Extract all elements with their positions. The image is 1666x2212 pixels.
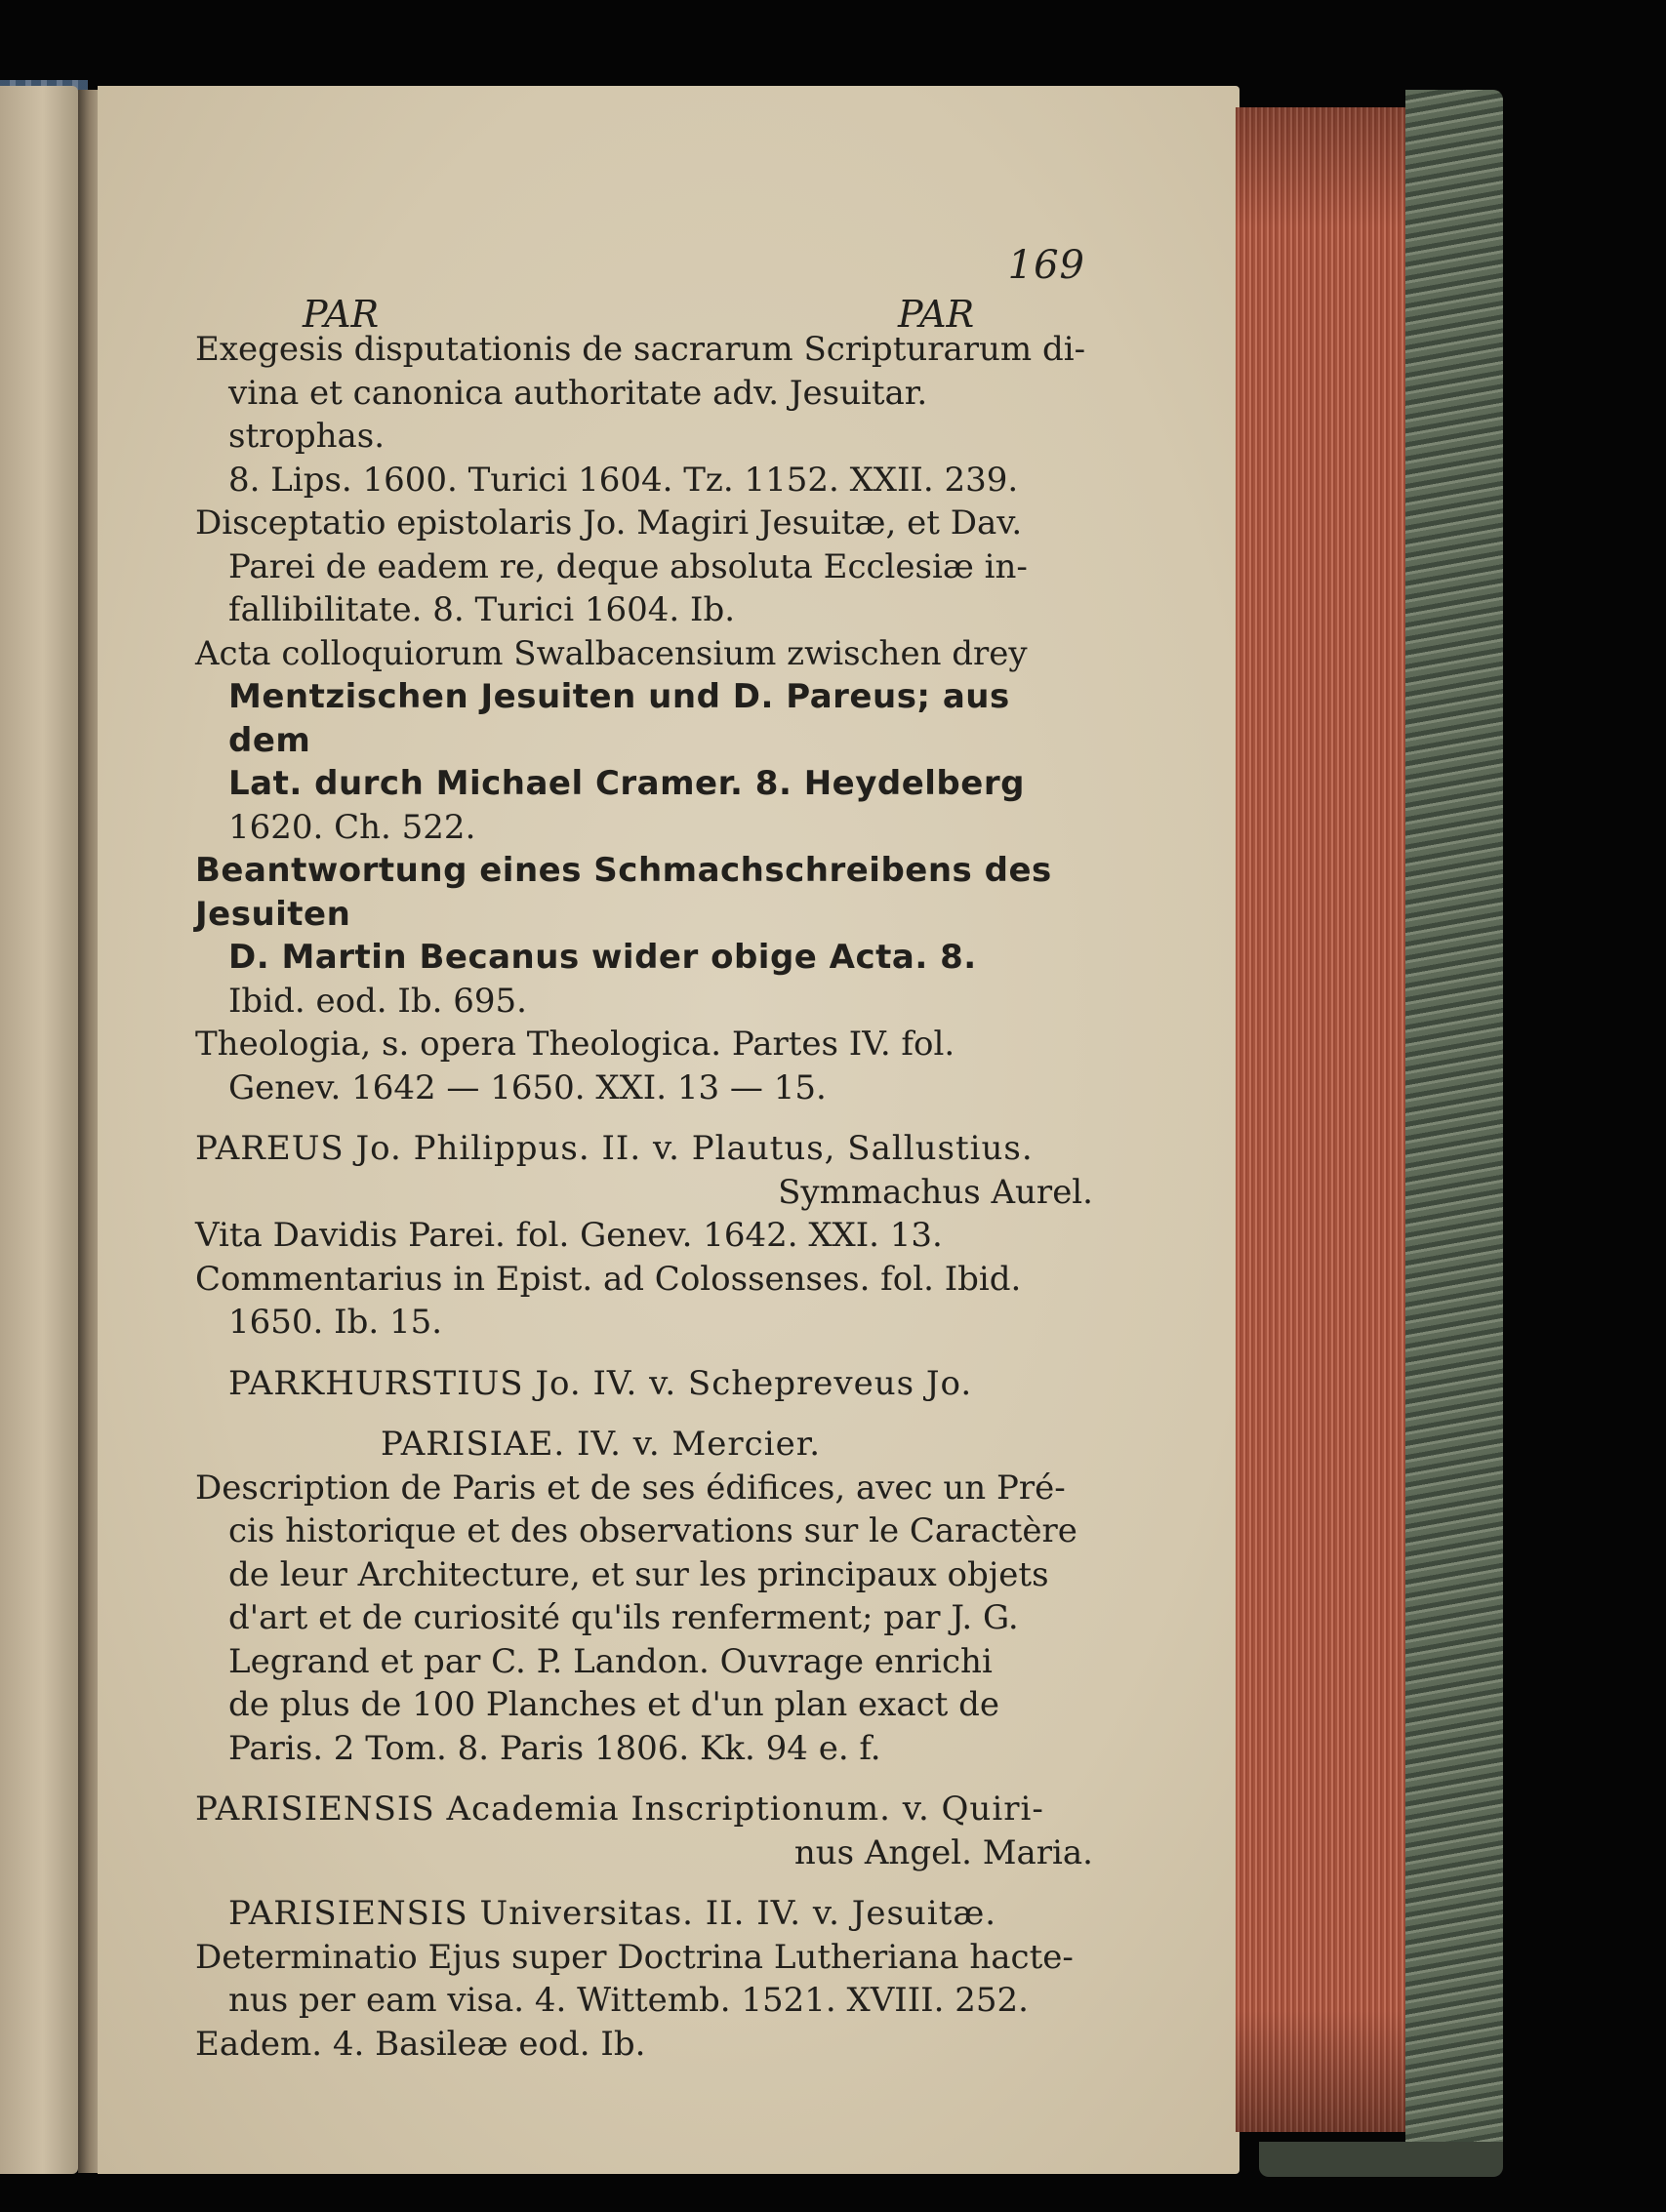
text-line: Lat. durch Michael Cramer. 8. Heydelberg: [228, 764, 1025, 803]
text-line: Determinatio Ejus super Doctrina Lutheriana hacte-: [195, 1937, 1074, 1977]
text-line: fallibilitate. 8. Turici 1604. Ib.: [228, 590, 736, 629]
page-text: [195, 244, 1093, 2066]
text-line: Mentzischen Jesuiten und D. Pareus; aus dem: [228, 677, 1010, 760]
entry-acta: [195, 632, 1093, 850]
text-line: Symmachus Aurel.: [778, 1172, 1093, 1212]
spacer: [195, 1109, 1093, 1127]
text-line: cis historique et des observations sur le Caractère: [228, 1511, 1077, 1550]
cover-board: [1405, 90, 1503, 2158]
text-line: Eadem. 4. Basileæ eod. Ib.: [195, 2024, 646, 2064]
heading-parisiensis-academia: [195, 1788, 1093, 1874]
entry-eadem: [195, 2023, 1093, 2067]
text-line: PARKHURSTIUS Jo. IV. v. Schepreveus Jo.: [228, 1363, 973, 1403]
spacer: [195, 1770, 1093, 1788]
running-header: [195, 243, 1093, 336]
text-line: 1620. Ch. 522.: [228, 807, 476, 847]
text-line: D. Martin Becanus wider obige Acta. 8.: [228, 938, 977, 977]
running-head-right: PAR: [898, 293, 975, 336]
text-line: Acta colloquiorum Swalbacensium zwischen drey: [195, 633, 1028, 673]
entry-disceptatio: [195, 502, 1093, 632]
text-line: Description de Paris et de ses édifices, avec un Pré-: [195, 1468, 1066, 1508]
text-line: PARISIENSIS Universitas. II. IV. v. Jesuitæ.: [228, 1894, 997, 1933]
cover-board-bottom: [1259, 2142, 1503, 2177]
text-line: Ibid. eod. Ib. 695.: [228, 981, 527, 1021]
running-head-left: PAR: [303, 293, 380, 336]
entry-exegesis: [195, 328, 1093, 502]
page-number: 169: [1007, 243, 1085, 288]
entry-theologia: [195, 1023, 1093, 1109]
text-line: Disceptatio epistolaris Jo. Magiri Jesuitæ, et Dav.: [195, 503, 1023, 543]
entry-beantwortung: [195, 849, 1093, 1023]
text-line: Paris. 2 Tom. 8. Paris 1806. Kk. 94 e. f.: [228, 1728, 881, 1768]
text-line: 1650. Ib. 15.: [228, 1303, 443, 1342]
text-line: Vita Davidis Parei. fol. Genev. 1642. XXI. 13.: [195, 1216, 943, 1255]
spacer: [195, 1405, 1093, 1423]
text-line: PARISIAE. IV. v. Mercier.: [381, 1425, 822, 1464]
text-line: Theologia, s. opera Theologica. Partes IV. fol.: [195, 1025, 955, 1064]
entry-determinatio: [195, 1936, 1093, 2023]
entry-description-de-paris: [195, 1467, 1093, 1771]
text-line: Exegesis disputationis de sacrarum Scripturarum di-: [195, 330, 1086, 369]
text-line: nus Angel. Maria.: [793, 1832, 1093, 1872]
text-line: de leur Architecture, et sur les principaux objets: [228, 1554, 1049, 1594]
spacer: [195, 1874, 1093, 1892]
text-line: Commentarius in Epist. ad Colossenses. fol. Ibid.: [195, 1259, 1022, 1299]
text-line: Genev. 1642 — 1650. XXI. 13 — 15.: [228, 1067, 827, 1107]
text-line: Legrand et par C. P. Landon. Ouvrage enrichi: [228, 1641, 993, 1681]
heading-pareus-philippus: [195, 1127, 1093, 1214]
heading-parkhurstius: [195, 1362, 1093, 1406]
heading-parisiensis-universitas: [195, 1892, 1093, 1936]
entry-vita: [195, 1214, 1093, 1258]
heading-parisiae: [195, 1423, 1093, 1467]
entry-commentarius: [195, 1258, 1093, 1345]
text-line: 8. Lips. 1600. Turici 1604. Tz. 1152. XXII. 239.: [228, 460, 1019, 500]
spacer: [195, 1345, 1093, 1362]
facing-page-edge: [0, 86, 78, 2174]
text-line: Beantwortung eines Schmachschreibens des Jesuiten: [195, 851, 1052, 934]
text-line: PARISIENSIS Academia Inscriptionum. v. Quiri-: [195, 1790, 1044, 1829]
text-line: nus per eam visa. 4. Wittemb. 1521. XVIII. 252.: [228, 1981, 1029, 2020]
text-line: d'art et de curiosité qu'ils renferment; par J. G.: [228, 1598, 1019, 1637]
text-line: PAREUS Jo. Philippus. II. v. Plautus, Sallustius.: [195, 1129, 1034, 1168]
page-edges-shadow: [1236, 107, 1411, 2132]
text-line: vina et canonica authoritate adv. Jesuitar. strophas.: [228, 373, 928, 456]
text-line: de plus de 100 Planches et d'un plan exact de: [228, 1685, 1000, 1724]
text-line: Parei de eadem re, deque absoluta Ecclesiæ in-: [228, 546, 1028, 586]
